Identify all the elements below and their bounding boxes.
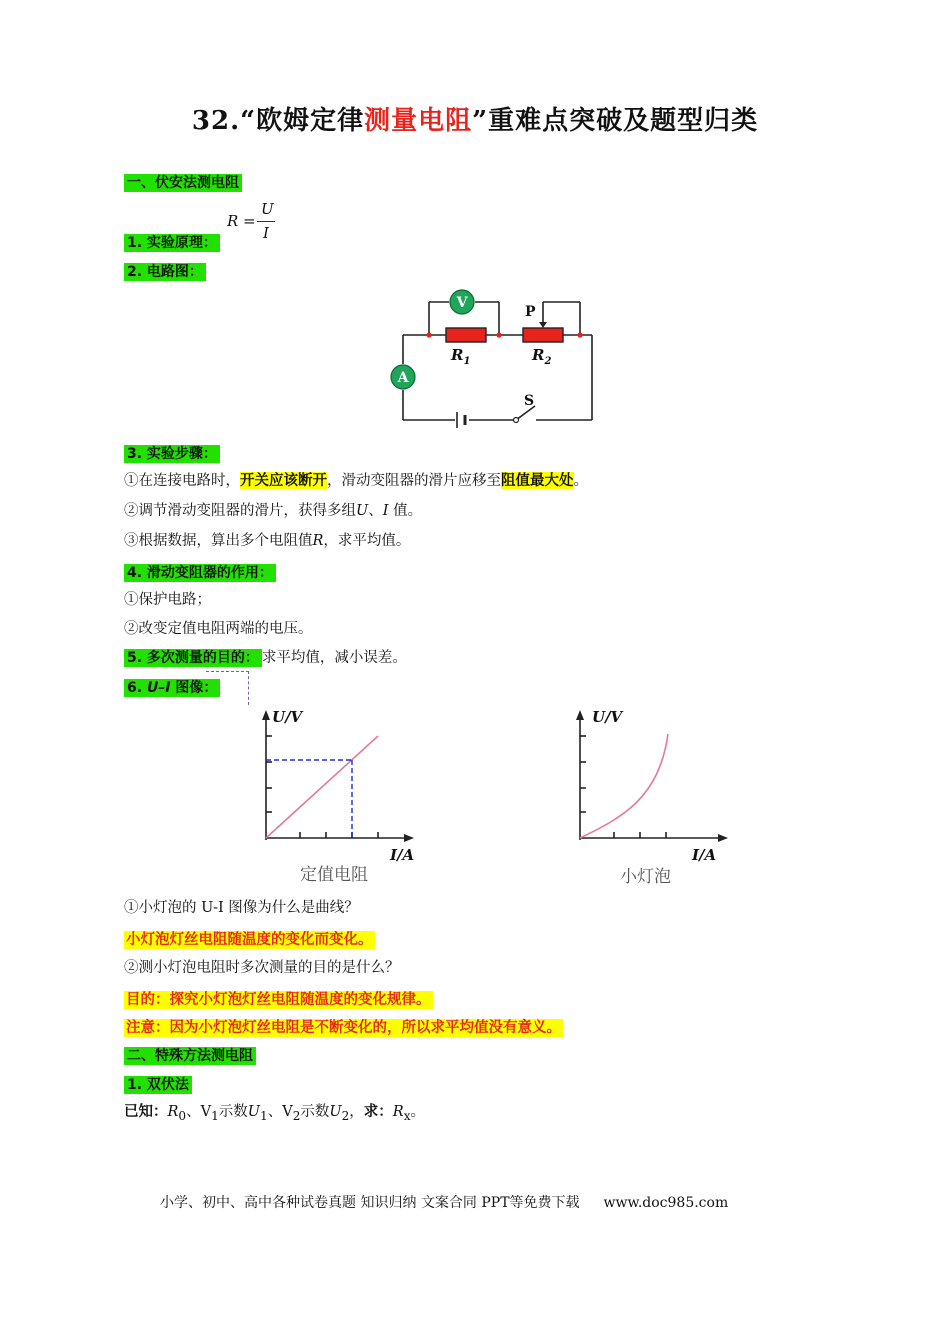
title-suffix: ”重难点突破及题型归类 bbox=[472, 106, 759, 136]
left-y-axis-label: U/V bbox=[272, 708, 303, 726]
footer-text: 小学、初中、高中各种试卷真题 知识归纳 文案合同 PPT等免费下载 bbox=[160, 1195, 580, 1211]
formula-fraction-bar bbox=[257, 221, 275, 222]
right-y-axis-label: U/V bbox=[592, 708, 623, 726]
step-2-var-i: I bbox=[382, 503, 389, 519]
node-icon bbox=[426, 332, 431, 337]
known-rx: R bbox=[392, 1104, 404, 1120]
known-sep2: 、V bbox=[267, 1104, 293, 1120]
step-1-text-c: 。 bbox=[573, 473, 588, 489]
principle-formula bbox=[225, 200, 285, 246]
known-sep1: 、V bbox=[186, 1104, 212, 1120]
method1-label-text: 1. 双伏法 bbox=[124, 1076, 192, 1094]
steps-label-text: 3. 实验步骤： bbox=[124, 445, 220, 463]
footer-url[interactable]: www.doc985.com bbox=[603, 1195, 729, 1211]
steps-label bbox=[124, 443, 220, 463]
rheostat-r2-icon bbox=[523, 328, 563, 342]
page-title bbox=[0, 100, 950, 137]
graph-fixed-resistor bbox=[240, 702, 430, 892]
slider-arrow-icon bbox=[539, 322, 547, 328]
circuit-label-text: 2. 电路图： bbox=[124, 263, 206, 281]
step-1-highlight-a: 开关应该断开 bbox=[240, 472, 327, 489]
circuit-diagram bbox=[385, 282, 605, 432]
r2-label: $R_2$ bbox=[532, 346, 552, 367]
known-end: 。 bbox=[410, 1104, 426, 1120]
principle-label bbox=[124, 232, 220, 252]
formula-numerator: U bbox=[261, 200, 274, 218]
known-rx-sub: x bbox=[403, 1108, 411, 1123]
step-1-highlight-b: 阻值最大处 bbox=[501, 472, 574, 489]
linear-curve bbox=[266, 736, 378, 838]
known-v2-sub: 2 bbox=[292, 1108, 301, 1123]
graph-bulb bbox=[554, 702, 744, 892]
purpose-text: 求平均值，减小误差。 bbox=[261, 650, 407, 666]
x-axis-arrow-icon bbox=[404, 834, 414, 842]
section1-heading bbox=[124, 172, 242, 192]
step-2-text-b: 值。 bbox=[388, 503, 423, 519]
right-x-axis-label: I/A bbox=[692, 846, 717, 864]
note-2-text: 注意：因为小灯泡灯丝电阻是不断变化的，所以求平均值没有意义。 bbox=[126, 1020, 561, 1036]
method1-label bbox=[124, 1074, 192, 1094]
known-u2-sub: 2 bbox=[341, 1108, 350, 1123]
step-1 bbox=[124, 471, 588, 491]
known-r0: R bbox=[167, 1104, 179, 1120]
section2-heading-text: 二、特殊方法测电阻 bbox=[124, 1047, 256, 1065]
resistor-r1-icon bbox=[446, 328, 486, 342]
section1-heading-text: 一、伏安法测电阻 bbox=[124, 174, 242, 192]
known-u1: U bbox=[247, 1104, 261, 1120]
step-2-sep: 、 bbox=[368, 503, 383, 519]
question-2: ②测小灯泡电阻时多次测量的目的是什么？ bbox=[124, 960, 400, 976]
graph-label-var: U–I bbox=[146, 680, 171, 696]
step-2-text-a: ②调节滑动变阻器的滑片，获得多组 bbox=[124, 503, 356, 519]
step-3-text-a: ③根据数据，算出多个电阻值 bbox=[124, 533, 313, 549]
y-axis-arrow-icon bbox=[262, 710, 270, 720]
note-2 bbox=[124, 1016, 563, 1037]
x-axis-arrow-icon bbox=[718, 834, 728, 842]
rheostat-label bbox=[124, 562, 276, 582]
purpose-line bbox=[124, 648, 407, 668]
node-icon bbox=[577, 332, 582, 337]
known-r0-sub: 0 bbox=[178, 1108, 187, 1123]
title-prefix: 32.“欧姆定律 bbox=[191, 106, 365, 136]
known-u1-sub: 1 bbox=[260, 1108, 268, 1123]
find-label: 求： bbox=[363, 1104, 393, 1120]
section2-heading bbox=[124, 1045, 256, 1065]
rheostat-role-1: ①保护电路； bbox=[124, 592, 211, 608]
circuit-label bbox=[124, 261, 206, 281]
answer-1 bbox=[124, 928, 375, 949]
known-t2: 示数 bbox=[300, 1104, 330, 1120]
principle-label-text: 1. 实验原理： bbox=[124, 234, 220, 252]
node-icon bbox=[496, 332, 501, 337]
right-graph-caption: 小灯泡 bbox=[620, 867, 671, 887]
left-x-axis-label: I/A bbox=[390, 846, 415, 864]
known-v1-sub: 1 bbox=[211, 1108, 219, 1123]
slider-label: P bbox=[525, 304, 536, 320]
step-3-text-b: ，求平均值。 bbox=[323, 533, 411, 549]
left-graph-caption: 定值电阻 bbox=[300, 865, 368, 885]
y-axis-arrow-icon bbox=[576, 710, 584, 720]
known-label: 已知： bbox=[124, 1104, 168, 1120]
formula-lhs: R = bbox=[227, 212, 256, 230]
known-t1: 示数 bbox=[218, 1104, 248, 1120]
step-2-var-u: U bbox=[356, 503, 369, 519]
step-1-text-a: ①在连接电路时， bbox=[124, 473, 240, 489]
switch-contact-icon bbox=[514, 418, 519, 423]
step-3 bbox=[124, 531, 410, 551]
rheostat-role-2: ②改变定值电阻两端的电压。 bbox=[124, 621, 313, 637]
question-1: ①小灯泡的 U-I 图像为什么是曲线？ bbox=[124, 900, 359, 916]
step-3-var-r: R bbox=[312, 533, 324, 549]
answer-2 bbox=[124, 988, 433, 1009]
graph-label-rest: 图像： bbox=[170, 680, 218, 696]
title-highlight: 测量电阻 bbox=[364, 106, 473, 136]
formula-denominator: I bbox=[263, 224, 269, 242]
ammeter-label: A bbox=[397, 370, 409, 386]
known-sep3: ， bbox=[349, 1104, 364, 1120]
purpose-label: 5. 多次测量的目的： bbox=[124, 649, 262, 667]
bulb-curve bbox=[580, 734, 668, 838]
known-line bbox=[124, 1102, 425, 1126]
answer-1-text: 小灯泡灯丝电阻随温度的变化而变化。 bbox=[126, 932, 373, 948]
answer-2-text: 目的：探究小灯泡灯丝电阻随温度的变化规律。 bbox=[126, 992, 431, 1008]
step-2 bbox=[124, 501, 422, 521]
voltmeter-label: V bbox=[456, 295, 468, 311]
known-u2: U bbox=[329, 1104, 342, 1120]
page-footer bbox=[160, 1192, 728, 1212]
step-1-text-b: ，滑动变阻器的滑片应移至 bbox=[327, 473, 501, 489]
graph-label-num: 6. bbox=[127, 680, 147, 696]
graph-label-callout bbox=[206, 671, 249, 705]
switch-label: S bbox=[524, 393, 535, 409]
rheostat-label-text: 4. 滑动变阻器的作用： bbox=[124, 564, 276, 582]
r1-label: $R_1$ bbox=[451, 346, 471, 367]
